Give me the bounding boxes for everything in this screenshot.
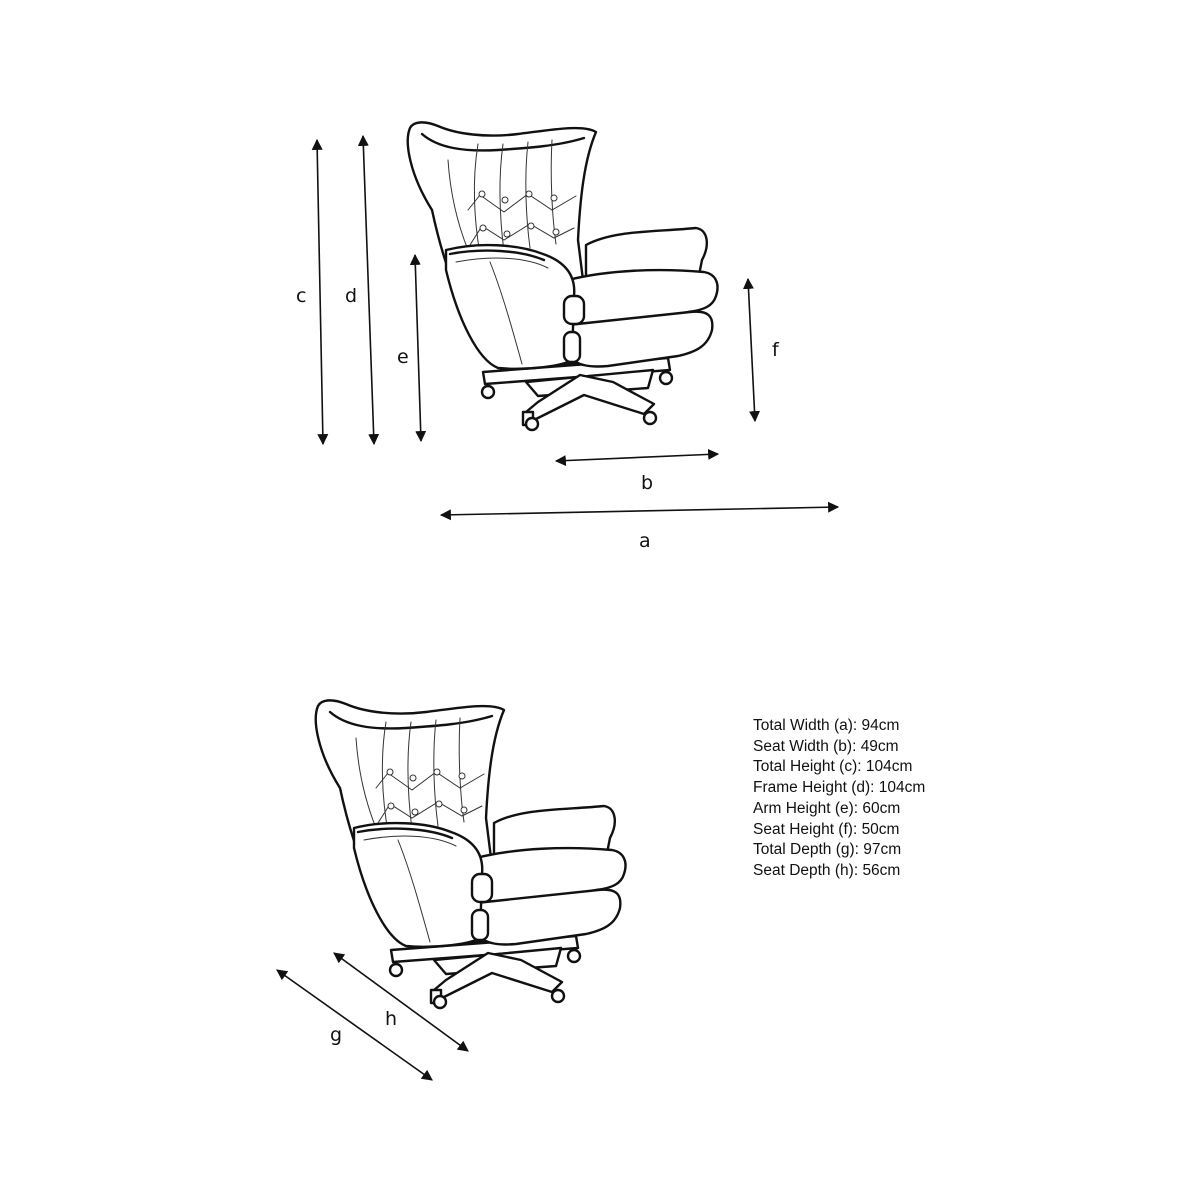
spec-seat-height: Seat Height (f): 50cm — [753, 820, 900, 838]
spec-frame-height: Frame Height (d): 104cm — [753, 779, 926, 797]
dimension-arrow-f — [748, 279, 755, 421]
spec-seat-depth: Seat Depth (h): 56cm — [753, 861, 901, 879]
dimension-arrow-d — [363, 136, 374, 444]
chair-depth-view — [316, 700, 626, 1008]
dimension-arrow-c — [317, 140, 323, 444]
dimension-label-b: b — [641, 472, 654, 494]
spec-total-depth: Total Depth (g): 97cm — [753, 841, 902, 859]
dimension-specs-list — [753, 716, 925, 882]
spec-total-width: Total Width (a): 94cm — [753, 717, 900, 734]
dimension-arrow-b — [556, 454, 718, 461]
dimension-label-g: g — [330, 1024, 343, 1046]
spec-arm-height: Arm Height (e): 60cm — [753, 799, 901, 817]
dimension-arrow-e — [415, 255, 421, 441]
dimension-arrow-a — [441, 507, 838, 515]
spec-total-height: Total Height (c): 104cm — [753, 758, 913, 776]
dimension-label-a: a — [639, 530, 651, 552]
spec-seat-width: Seat Width (b): 49cm — [753, 737, 899, 755]
dimension-arrow-g — [277, 970, 432, 1080]
dimension-label-d: d — [345, 285, 358, 307]
dimension-label-f: f — [772, 339, 779, 361]
dimension-label-c: c — [296, 285, 307, 307]
chair-front-view — [408, 122, 718, 430]
dimension-label-h: h — [385, 1008, 398, 1030]
dimension-label-e: e — [397, 346, 409, 368]
